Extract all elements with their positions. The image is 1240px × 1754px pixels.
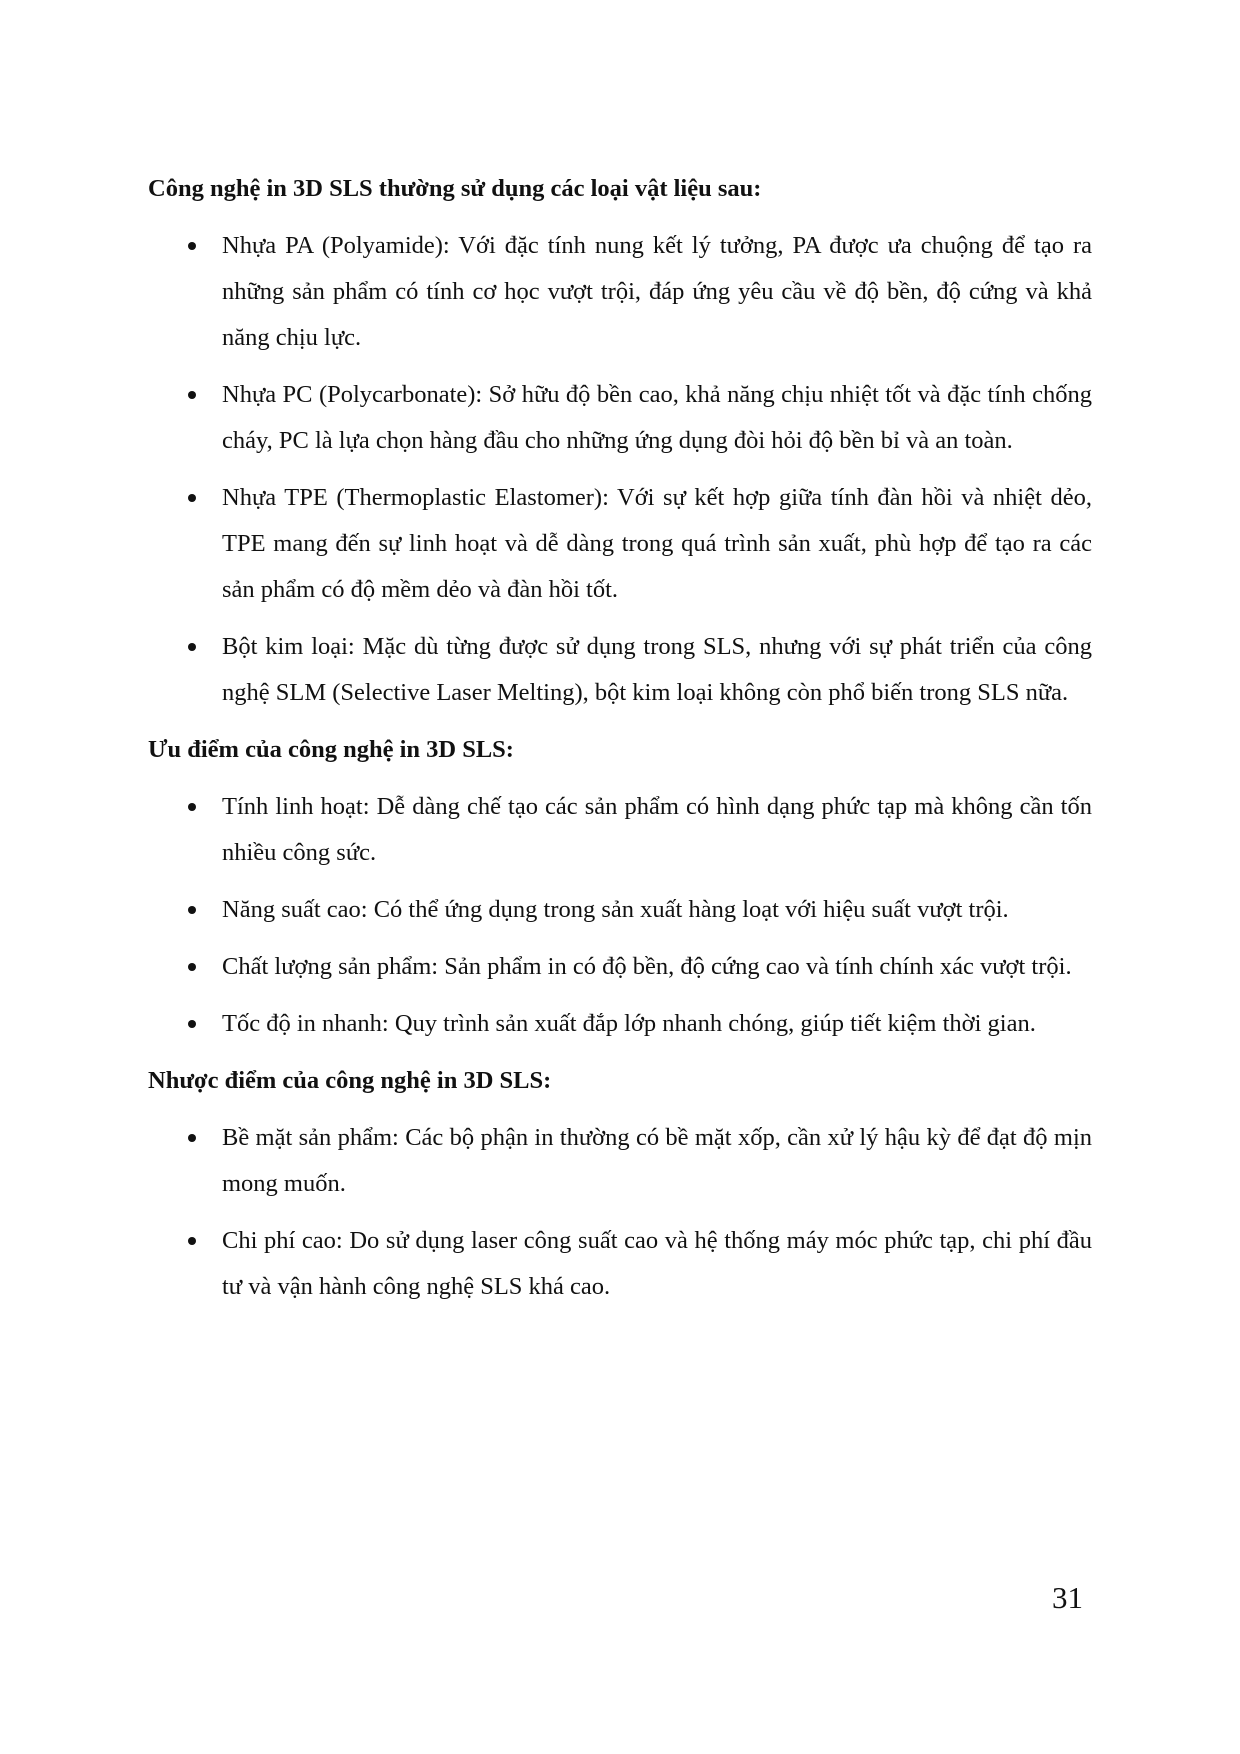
list-item: Bột kim loại: Mặc dù từng được sử dụng trong SLS, nhưng với sự phát triển của công nghệ SLM (Selective Laser Melting), bột kim loại không còn phổ biến trong SLS nữa. [148, 624, 1092, 716]
section-disadvantages [148, 1058, 1092, 1310]
section-heading: Công nghệ in 3D SLS thường sử dụng các loại vật liệu sau: [148, 175, 762, 202]
bullet-icon [188, 1237, 196, 1245]
materials-list [148, 223, 1092, 716]
document-body [148, 166, 1092, 1321]
bullet-icon [188, 1020, 196, 1028]
bullet-icon [188, 494, 196, 502]
list-item: Chất lượng sản phẩm: Sản phẩm in có độ bền, độ cứng cao và tính chính xác vượt trội. [148, 944, 1092, 990]
bullet-icon [188, 391, 196, 399]
list-item: Tính linh hoạt: Dễ dàng chế tạo các sản phẩm có hình dạng phức tạp mà không cần tốn nhiều công sức. [148, 784, 1092, 876]
section-heading: Ưu điểm của công nghệ in 3D SLS: [148, 736, 514, 763]
bullet-icon [188, 906, 196, 914]
bullet-icon [188, 963, 196, 971]
bullet-icon [188, 1134, 196, 1142]
list-item: Nhựa PC (Polycarbonate): Sở hữu độ bền cao, khả năng chịu nhiệt tốt và đặc tính chống cháy, PC là lựa chọn hàng đầu cho những ứng dụng đòi hỏi độ bền bỉ và an toàn. [148, 372, 1092, 464]
list-item: Năng suất cao: Có thể ứng dụng trong sản xuất hàng loạt với hiệu suất vượt trội. [148, 887, 1092, 933]
bullet-icon [188, 242, 196, 250]
page-number: 31 [1052, 1580, 1083, 1615]
bullet-icon [188, 803, 196, 811]
advantages-list [148, 784, 1092, 1047]
bullet-icon [188, 643, 196, 651]
disadvantages-list [148, 1115, 1092, 1310]
list-item: Tốc độ in nhanh: Quy trình sản xuất đắp lớp nhanh chóng, giúp tiết kiệm thời gian. [148, 1001, 1092, 1047]
section-advantages [148, 727, 1092, 1047]
section-materials [148, 166, 1092, 716]
list-item: Nhựa TPE (Thermoplastic Elastomer): Với sự kết hợp giữa tính đàn hồi và nhiệt dẻo, TPE mang đến sự linh hoạt và dễ dàng trong quá trình sản xuất, phù hợp để tạo ra các sản phẩm có độ mềm dẻo và đàn hồi tốt. [148, 475, 1092, 613]
list-item: Nhựa PA (Polyamide): Với đặc tính nung kết lý tưởng, PA được ưa chuộng để tạo ra những sản phẩm có tính cơ học vượt trội, đáp ứng yêu cầu về độ bền, độ cứng và khả năng chịu lực. [148, 223, 1092, 361]
list-item: Bề mặt sản phẩm: Các bộ phận in thường có bề mặt xốp, cần xử lý hậu kỳ để đạt độ mịn mong muốn. [148, 1115, 1092, 1207]
section-heading: Nhược điểm của công nghệ in 3D SLS: [148, 1067, 552, 1094]
list-item: Chi phí cao: Do sử dụng laser công suất cao và hệ thống máy móc phức tạp, chi phí đầu tư và vận hành công nghệ SLS khá cao. [148, 1218, 1092, 1310]
